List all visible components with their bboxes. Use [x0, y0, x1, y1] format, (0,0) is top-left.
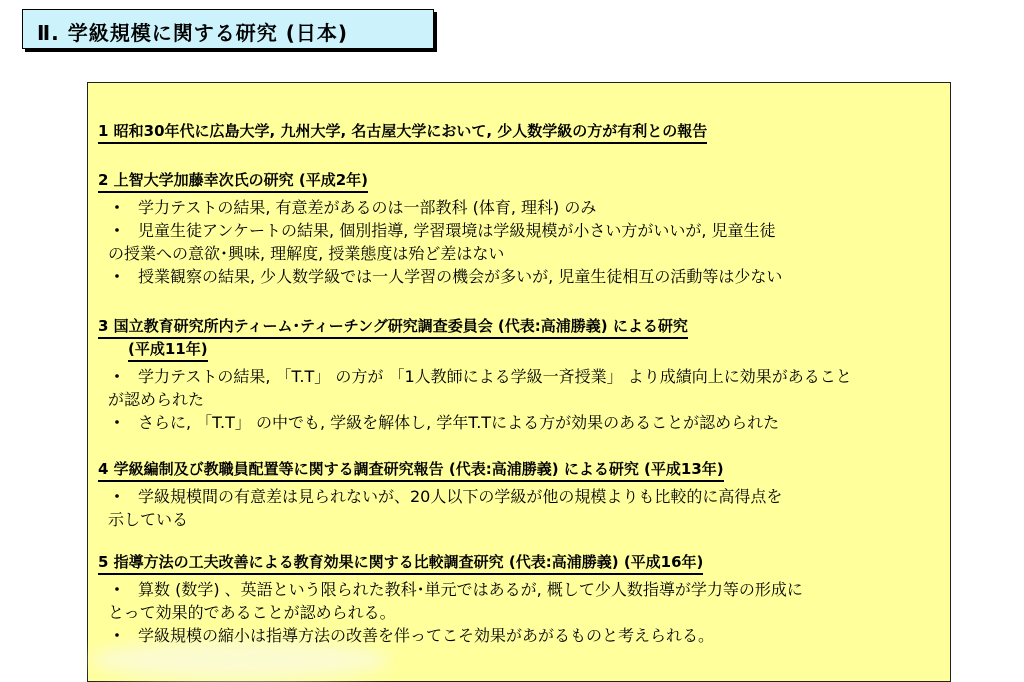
- bullet-continuation: 示している: [108, 510, 189, 529]
- bullet-continuation: の授業への意欲･興味, 理解度, 授業態度は殆ど差はない: [108, 244, 505, 263]
- section-heading: 3 国立教育研究所内ティーム･ティーチング研究調査委員会 (代表:高浦勝義) による研究: [98, 316, 688, 339]
- bullet-list: [98, 578, 913, 647]
- list-item: [98, 196, 913, 219]
- list-item: [98, 485, 913, 531]
- bullet-list: [98, 196, 913, 288]
- bullet-text: 児童生徒アンケートの結果, 個別指導, 学習環境は学級規模が小さい方がいいが, 児童生徒: [138, 221, 776, 240]
- bullet-icon: ･: [113, 580, 122, 599]
- section-heading: 1 昭和30年代に広島大学, 九州大学, 名古屋大学において, 少人数学級の方が有利との報告: [98, 121, 707, 144]
- bullet-text: 授業観察の結果, 少人数学級では一人学習の機会が多いが, 児童生徒相互の活動等は少ない: [138, 267, 783, 286]
- bullet-text: さらに, 「T.T」 の中でも, 学級を解体し, 学年T.Tによる方が効果のあることが認められた: [138, 413, 780, 432]
- section-heading-continuation: (平成11年): [128, 339, 208, 362]
- section-3: [98, 316, 913, 434]
- bullet-list: [98, 365, 913, 434]
- bullet-icon: ･: [113, 221, 122, 240]
- list-item: [98, 219, 913, 265]
- bullet-icon: ･: [113, 198, 122, 217]
- section-heading: 4 学級編制及び教職員配置等に関する調査研究報告 (代表:高浦勝義) による研究 (平成13年): [98, 459, 724, 482]
- bullet-text: 学力テストの結果, 有意差があるのは一部教科 (体育, 理科) のみ: [138, 198, 597, 217]
- bullet-continuation: が認められた: [108, 390, 205, 409]
- bullet-text: 学級規模間の有意差は見られないが、20人以下の学級が他の規模よりも比較的に高得点を: [138, 487, 783, 506]
- section-2: [98, 170, 913, 288]
- bullet-icon: ･: [113, 267, 122, 286]
- bullet-icon: ･: [113, 367, 122, 386]
- bullet-continuation: とって効果的であることが認められる。: [108, 603, 396, 622]
- section-heading: 2 上智大学加藤幸次氏の研究 (平成2年): [98, 170, 368, 193]
- bullet-icon: ･: [113, 413, 122, 432]
- bullet-list: [98, 485, 913, 531]
- bullet-icon: ･: [113, 487, 122, 506]
- bullet-icon: ･: [113, 626, 122, 645]
- bullet-text: 学級規模の縮小は指導方法の改善を伴ってこそ効果があがるものと考えられる。: [138, 626, 715, 645]
- list-item: [98, 578, 913, 624]
- list-item: [98, 265, 913, 288]
- list-item: [98, 365, 913, 411]
- page-title: Ⅱ. 学級規模に関する研究 (日本): [37, 21, 348, 45]
- list-item: [98, 624, 913, 647]
- list-item: [98, 411, 913, 434]
- bullet-text: 算数 (数学) 、英語という限られた教科･単元ではあるが, 概して少人数指導が学力等の形成に: [138, 580, 803, 599]
- section-4: [98, 459, 913, 531]
- section-1: [98, 121, 707, 144]
- title-box: [22, 9, 434, 49]
- section-heading: 5 指導方法の工夫改善による教育効果に関する比較調査研究 (代表:高浦勝義) (平成16年): [98, 552, 703, 575]
- section-5: [98, 552, 913, 647]
- bullet-text: 学力テストの結果, 「T.T」 の方が 「1人教師による学級一斉授業」 より成績向上に効果があること: [138, 367, 852, 386]
